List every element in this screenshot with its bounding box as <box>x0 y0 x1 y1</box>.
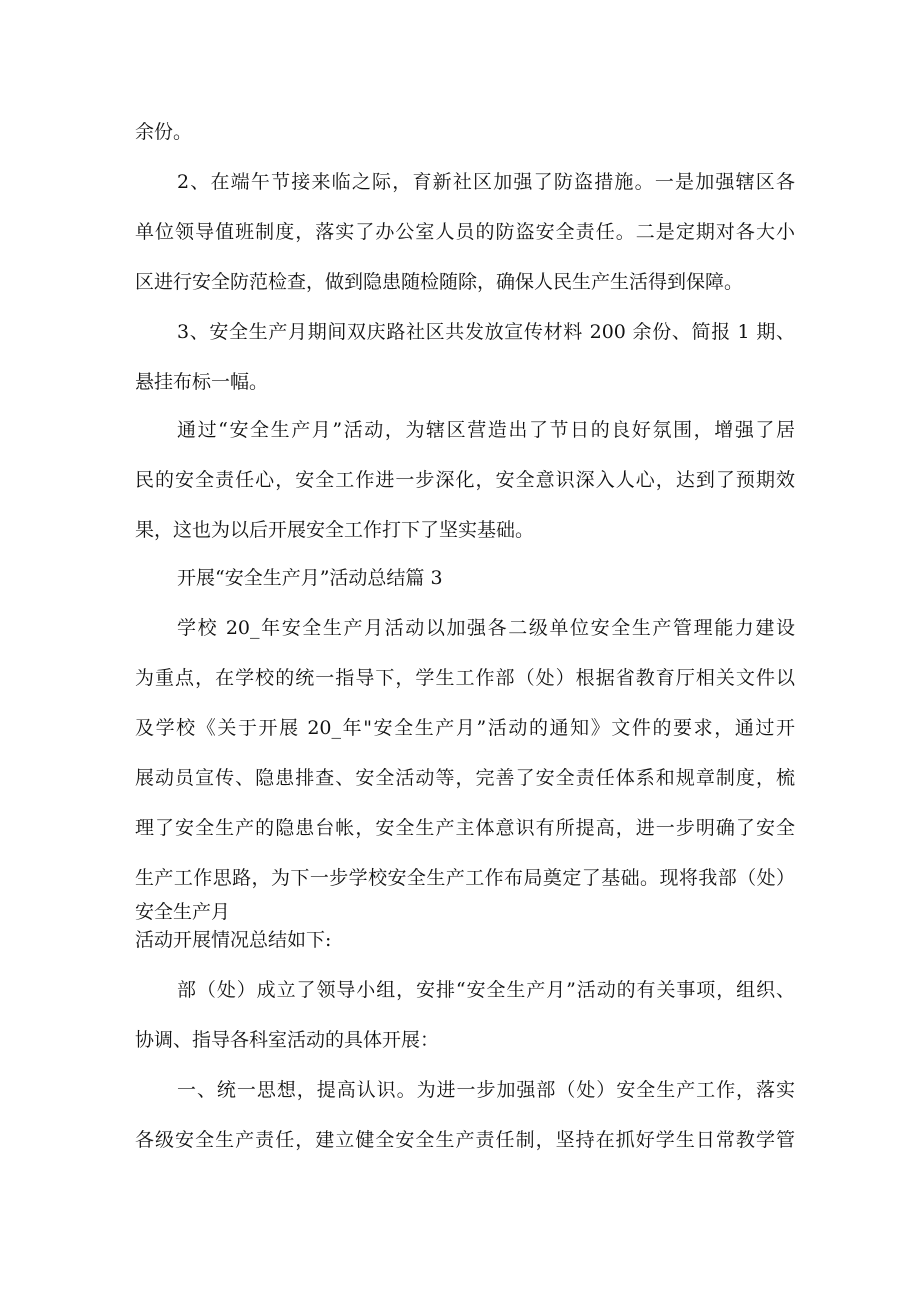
text-line: 为重点，在学校的统一指导下，学生工作部（处）根据省教育厅相关文件以 <box>135 667 795 689</box>
text-line: 及学校《关于开展 20_年"安全生产月”活动的通知》文件的要求，通过开 <box>135 717 795 739</box>
text-line: 部（处）成立了领导小组，安排“安全生产月”活动的有关事项，组织、 <box>177 979 795 1001</box>
text-line: 展动员宣传、隐患排查、安全活动等，完善了安全责任体系和规章制度，梳 <box>135 767 795 789</box>
section-heading: 开展“安全生产月”活动总结篇 3 <box>177 567 443 589</box>
text-line: 余份。 <box>135 121 193 143</box>
text-line: 学校 20_年安全生产月活动以加强各二级单位安全生产管理能力建设 <box>177 617 795 639</box>
text-line: 活动开展情况总结如下: <box>135 929 332 951</box>
text-line: 民的安全责任心，安全工作进一步深化，安全意识深入人心，达到了预期效 <box>135 469 795 491</box>
text-line: 理了安全生产的隐患台帐，安全生产主体意识有所提高，进一步明确了安全 <box>135 817 795 839</box>
text-line: 悬挂布标一幅。 <box>135 371 269 393</box>
text-line: 安全生产月 <box>135 901 231 923</box>
text-line: 3、安全生产月期间双庆路社区共发放宣传材料 200 余份、简报 1 期、 <box>177 321 795 343</box>
text-line: 2、在端午节接来临之际，育新社区加强了防盗措施。一是加强辖区各 <box>177 171 795 193</box>
text-line: 区进行安全防范检查，做到隐患随检随除，确保人民生产生活得到保障。 <box>135 271 744 293</box>
text-line: 生产工作思路，为下一步学校安全生产工作布局奠定了基础。现将我部（处） <box>135 867 795 889</box>
text-line: 单位领导值班制度，落实了办公室人员的防盗安全责任。二是定期对各大小 <box>135 221 795 243</box>
text-line: 通过“安全生产月”活动，为辖区营造出了节日的良好氛围，增强了居 <box>177 419 795 441</box>
text-line: 各级安全生产责任，建立健全安全生产责任制，坚持在抓好学生日常教学管 <box>135 1129 795 1151</box>
text-line: 果，这也为以后开展安全工作打下了坚实基础。 <box>135 519 535 541</box>
text-line: 协调、指导各科室活动的具体开展： <box>135 1029 440 1051</box>
text-line: 一、统一思想，提高认识。为进一步加强部（处）安全生产工作，落实 <box>177 1079 795 1101</box>
